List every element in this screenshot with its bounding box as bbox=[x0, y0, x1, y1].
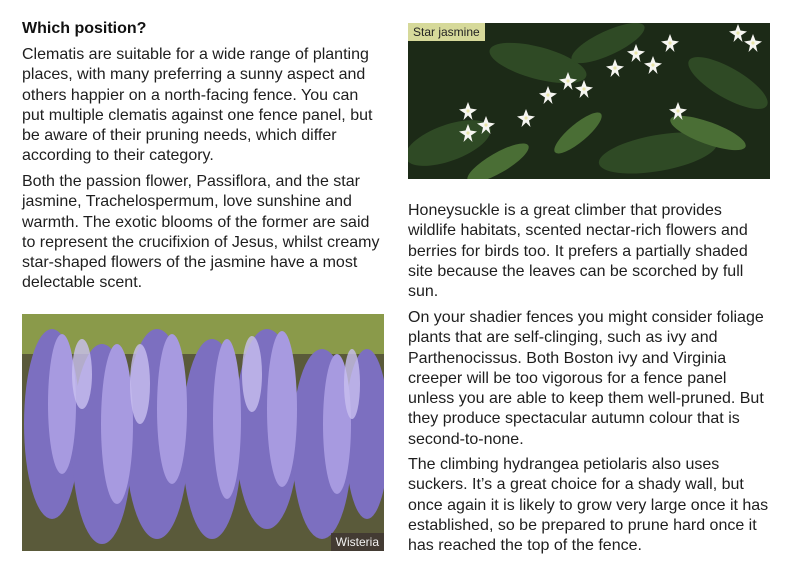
wisteria-caption: Wisteria bbox=[331, 533, 384, 551]
paragraph-passion-flower: Both the passion flower, Passiflora, and the star jasmine, Trachelospermum, love sunshine and warmth. The exotic blooms of the former are said to represent the crucifixion of Jesus, whilst creamy star-shaped flowers of the jasmine have a most delectable scent. bbox=[22, 173, 380, 292]
paragraph-shady-fences: On your shadier fences you might consider foliage plants that are self-clinging, such as ivy and Parthenocissus. Both Boston ivy and Virginia creeper will be too vigorous for a fence panel unless you are able to keep them well-pruned. But they produce spectacular autumn colour that is second-to-none. bbox=[408, 309, 764, 448]
paragraph-honeysuckle: Honeysuckle is a great climber that provides wildlife habitats, scented nectar-rich flowers and berries for birds too. It prefers a partially shaded site because the leaves can be scorched by full sun. bbox=[408, 202, 748, 301]
paragraph-clematis: Clematis are suitable for a wide range of planting places, with many preferring a sunny aspect and others happier on a north-facing fence. You can put multiple clematis against one fence panel, but be aware of their pruning needs, which differ according to their category. bbox=[22, 46, 373, 165]
star-jasmine-caption: Star jasmine bbox=[408, 23, 485, 41]
star-jasmine-photo bbox=[408, 23, 770, 179]
wisteria-photo bbox=[22, 314, 384, 551]
paragraph-climbing-hydrangea: The climbing hydrangea petiolaris also uses suckers. It’s a great choice for a shady wall, but once again it is likely to grow very large once it has established, so be prepared to prune hard once it has reached the top of the fence. bbox=[408, 456, 769, 555]
section-heading: Which position? bbox=[22, 20, 147, 37]
